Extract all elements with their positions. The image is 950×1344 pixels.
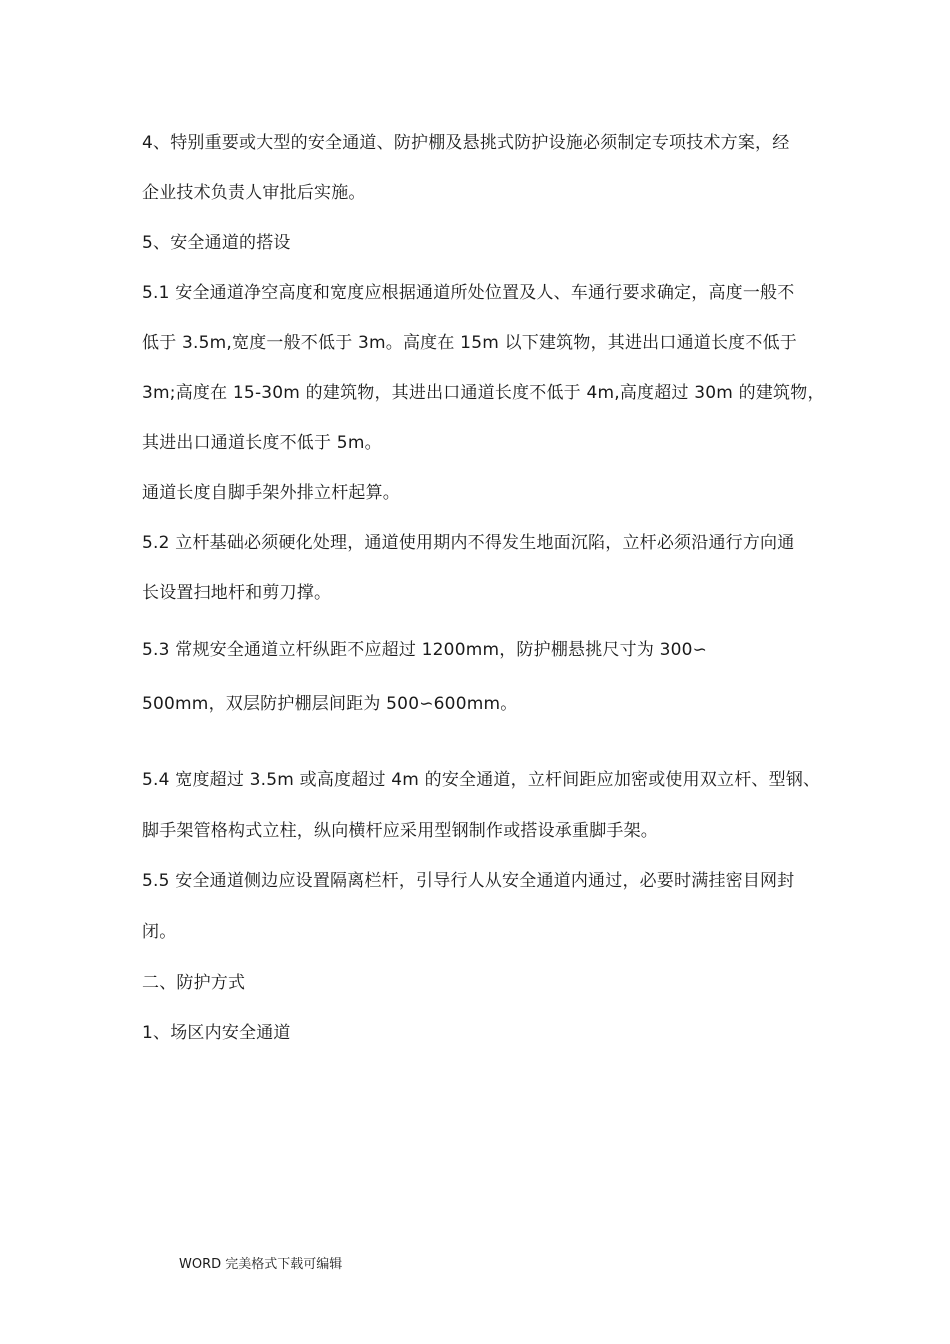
text-line: 脚手架管格构式立柱，纵向横杆应采用型钢制作或搭设承重脚手架。 bbox=[142, 821, 658, 841]
text-line: 5.1 安全通道净空高度和宽度应根据通道所处位置及人、车通行要求确定，高度一般不 bbox=[142, 283, 795, 303]
text-line: 5.2 立杆基础必须硬化处理，通道使用期内不得发生地面沉陷，立杆必须沿通行方向通 bbox=[142, 533, 795, 553]
text-line: 500mm，双层防护棚层间距为 500∽600mm。 bbox=[142, 694, 518, 714]
text-line: 长设置扫地杆和剪刀撑。 bbox=[142, 583, 332, 603]
text-line: 5.5 安全通道侧边应设置隔离栏杆，引导行人从安全通道内通过，必要时满挂密目网封 bbox=[142, 871, 795, 891]
text-line: 闭。 bbox=[142, 922, 177, 942]
section-heading: 5、安全通道的搭设 bbox=[142, 233, 291, 253]
text-line: 4、特别重要或大型的安全通道、防护棚及悬挑式防护设施必须制定专项技术方案，经 bbox=[142, 133, 790, 153]
text-line: 低于 3.5m,宽度一般不低于 3m。高度在 15m 以下建筑物，其进出口通道长度不低于 bbox=[142, 333, 797, 353]
text-line: 企业技术负责人审批后实施。 bbox=[142, 183, 366, 203]
subsection-heading: 1、场区内安全通道 bbox=[142, 1023, 291, 1043]
section-heading: 二、防护方式 bbox=[142, 973, 246, 993]
text-line: 3m;高度在 15-30m 的建筑物，其进出口通道长度不低于 4m,高度超过 30m 的建筑物， bbox=[142, 383, 825, 403]
text-line: 5.4 宽度超过 3.5m 或高度超过 4m 的安全通道，立杆间距应加密或使用双立杆、型钢、 bbox=[142, 770, 821, 790]
text-line: 通道长度自脚手架外排立杆起算。 bbox=[142, 483, 400, 503]
text-line: 5.3 常规安全通道立杆纵距不应超过 1200mm，防护棚悬挑尺寸为 300∽ bbox=[142, 640, 708, 660]
page-footer: WORD 完美格式下载可编辑 bbox=[179, 1257, 343, 1272]
text-line: 其进出口通道长度不低于 5m。 bbox=[142, 433, 382, 453]
